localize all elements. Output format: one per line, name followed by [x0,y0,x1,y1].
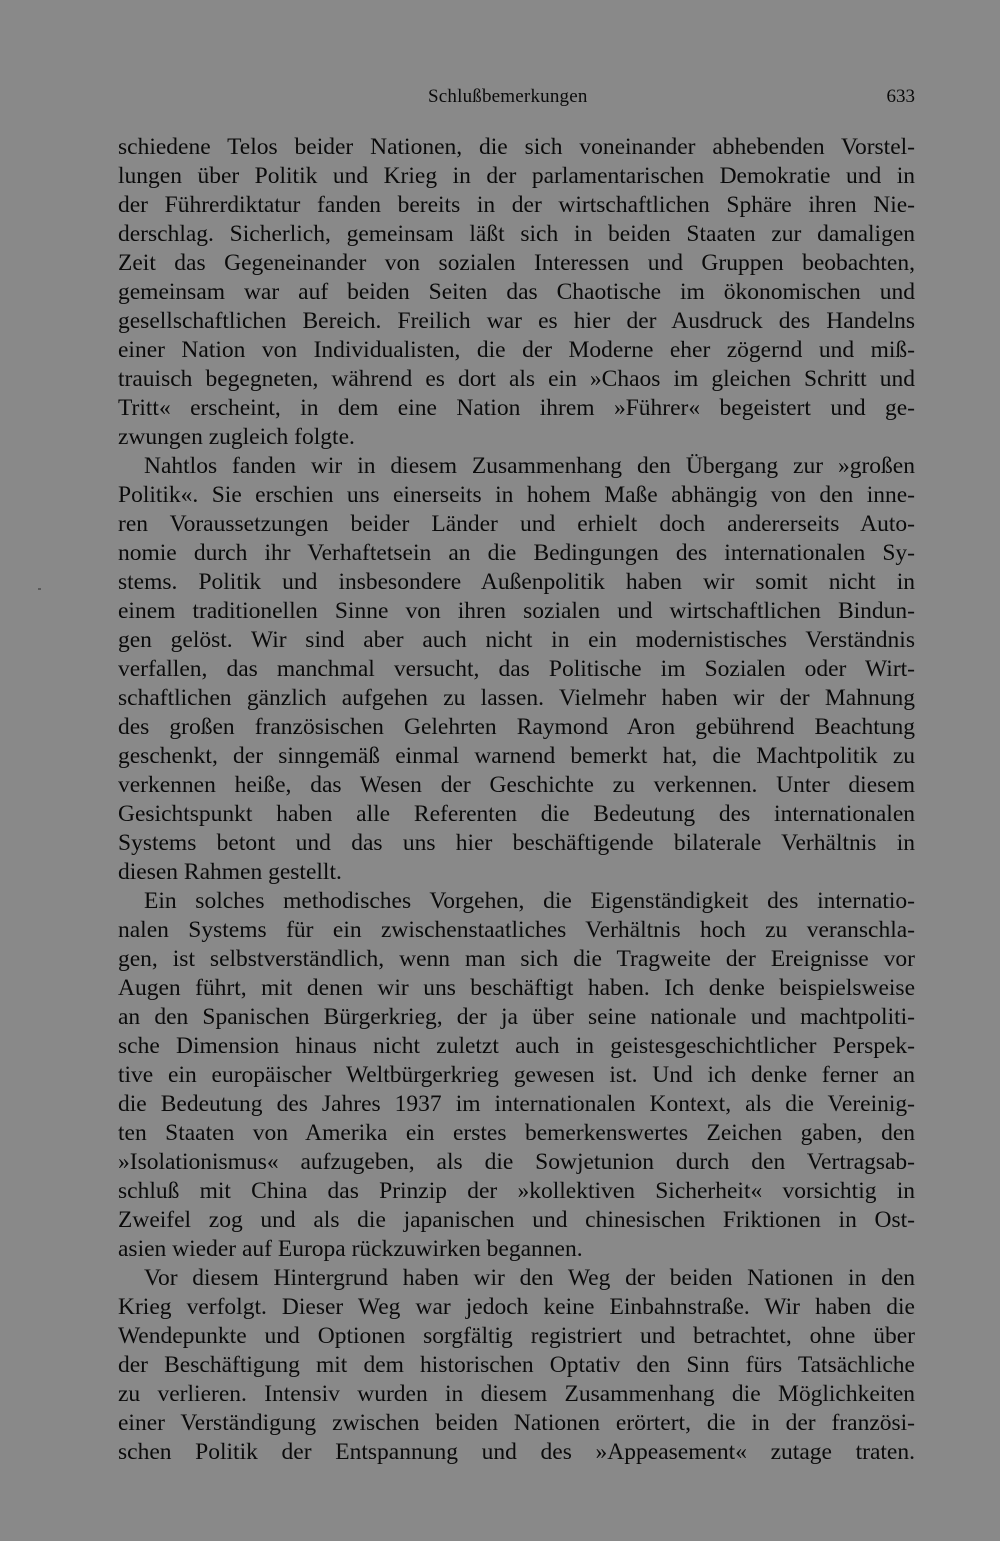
text-line: stems. Politik und insbesondere Außenpolitik haben wir somit nicht in [118,569,915,595]
text-line: tive ein europäischer Weltbürgerkrieg gewesen ist. Und ich denke ferner an [118,1062,915,1088]
text-line: gesellschaftlichen Bereich. Freilich war es hier der Ausdruck des Handelns [118,308,915,334]
text-line: des großen französischen Gelehrten Raymond Aron gebührend Beachtung [118,714,915,740]
text-line: Krieg verfolgt. Dieser Weg war jedoch keine Einbahnstraße. Wir haben die [118,1294,915,1320]
text-line: Vor diesem Hintergrund haben wir den Weg der beiden Nationen in den [144,1265,915,1291]
text-line: Augen führt, mit denen wir uns beschäftigt haben. Ich denke beispielsweise [118,975,915,1001]
text-line: Wendepunkte und Optionen sorgfältig registriert und betrachtet, ohne über [118,1323,915,1349]
text-line: schaftlichen gänzlich aufgehen zu lassen. Vielmehr haben wir der Mahnung [118,685,915,711]
text-line: lungen über Politik und Krieg in der parlamentarischen Demokratie und in [118,163,915,189]
text-line: schen Politik der Entspannung und des »Appeasement« zutage traten. [118,1439,915,1465]
text-line: geschenkt, der sinngemäß einmal warnend bemerkt hat, die Machtpolitik zu [118,743,915,769]
text-line: zu verlieren. Intensiv wurden in diesem Zusammenhang die Möglichkeiten [118,1381,915,1407]
text-line: zwungen zugleich folgte. [118,424,355,450]
page-number: 633 [886,86,915,107]
text-line: gen, ist selbstverständlich, wenn man sich die Tragweite der Ereignisse vor [118,946,915,972]
text-line: Zweifel zog und als die japanischen und chinesischen Friktionen in Ost- [118,1207,915,1233]
paragraph [118,452,915,887]
text-line: Ein solches methodisches Vorgehen, die Eigenständigkeit des internatio- [144,888,915,914]
text-line: Politik«. Sie erschien uns einerseits in hohem Maße abhängig von den inne- [118,482,915,508]
text-line: verkennen heiße, das Wesen der Geschichte zu verkennen. Unter diesem [118,772,915,798]
text-line: ten Staaten von Amerika ein erstes bemerkenswertes Zeichen gaben, den [118,1120,915,1146]
text-line: Tritt« erscheint, in dem eine Nation ihrem »Führer« begeistert und ge- [118,395,915,421]
text-line: einem traditionellen Sinne von ihren sozialen und wirtschaftlichen Bindun- [118,598,915,624]
text-line: verfallen, das manchmal versucht, das Politische im Sozialen oder Wirt- [118,656,915,682]
text-line: derschlag. Sicherlich, gemeinsam läßt sich in beiden Staaten zur damaligen [118,221,915,247]
text-line: an den Spanischen Bürgerkrieg, der ja über seine nationale und machtpoliti- [118,1004,915,1030]
text-line: die Bedeutung des Jahres 1937 im internationalen Kontext, als die Vereinig- [118,1091,915,1117]
text-line: Zeit das Gegeneinander von sozialen Interessen und Gruppen beobachten, [118,250,915,276]
text-line: diesen Rahmen gestellt. [118,859,342,885]
paragraph [118,1264,915,1467]
text-line: Nahtlos fanden wir in diesem Zusammenhang den Übergang zur »großen [144,453,915,479]
paragraph [118,887,915,1264]
body-text [118,133,915,1467]
text-line: gen gelöst. Wir sind aber auch nicht in ein modernistisches Verständnis [118,627,915,653]
running-head: Schlußbemerkungen [428,86,588,107]
text-line: sche Dimension hinaus nicht zuletzt auch in geistesgeschichtlicher Perspek- [118,1033,915,1059]
text-line: einer Verständigung zwischen beiden Nationen erörtert, die in der französi- [118,1410,915,1436]
text-line: asien wieder auf Europa rückzuwirken begannen. [118,1236,583,1262]
text-line: trauisch begegneten, während es dort als ein »Chaos im gleichen Schritt und [118,366,915,392]
text-line: ren Voraussetzungen beider Länder und erhielt doch andererseits Auto- [118,511,915,537]
text-line: schluß mit China das Prinzip der »kollektiven Sicherheit« vorsichtig in [118,1178,915,1204]
text-line: gemeinsam war auf beiden Seiten das Chaotische im ökonomischen und [118,279,915,305]
text-line: nomie durch ihr Verhaftetsein an die Bedingungen des internationalen Sy- [118,540,915,566]
text-line: Gesichtspunkt haben alle Referenten die Bedeutung des internationalen [118,801,915,827]
text-line: schiedene Telos beider Nationen, die sich voneinander abhebenden Vorstel- [118,134,915,160]
page-header [118,86,915,114]
text-line: nalen Systems für ein zwischenstaatliches Verhältnis hoch zu veranschla- [118,917,915,943]
text-line: Systems betont und das uns hier beschäftigende bilaterale Verhältnis in [118,830,915,856]
text-line: einer Nation von Individualisten, die der Moderne eher zögernd und miß- [118,337,915,363]
text-line: der Beschäftigung mit dem historischen Optativ den Sinn fürs Tatsächliche [118,1352,915,1378]
text-line: der Führerdiktatur fanden bereits in der wirtschaftlichen Sphäre ihren Nie- [118,192,915,218]
text-line: »Isolationismus« aufzugeben, als die Sowjetunion durch den Vertragsab- [118,1149,915,1175]
paragraph [118,133,915,452]
margin-mark [38,588,41,590]
